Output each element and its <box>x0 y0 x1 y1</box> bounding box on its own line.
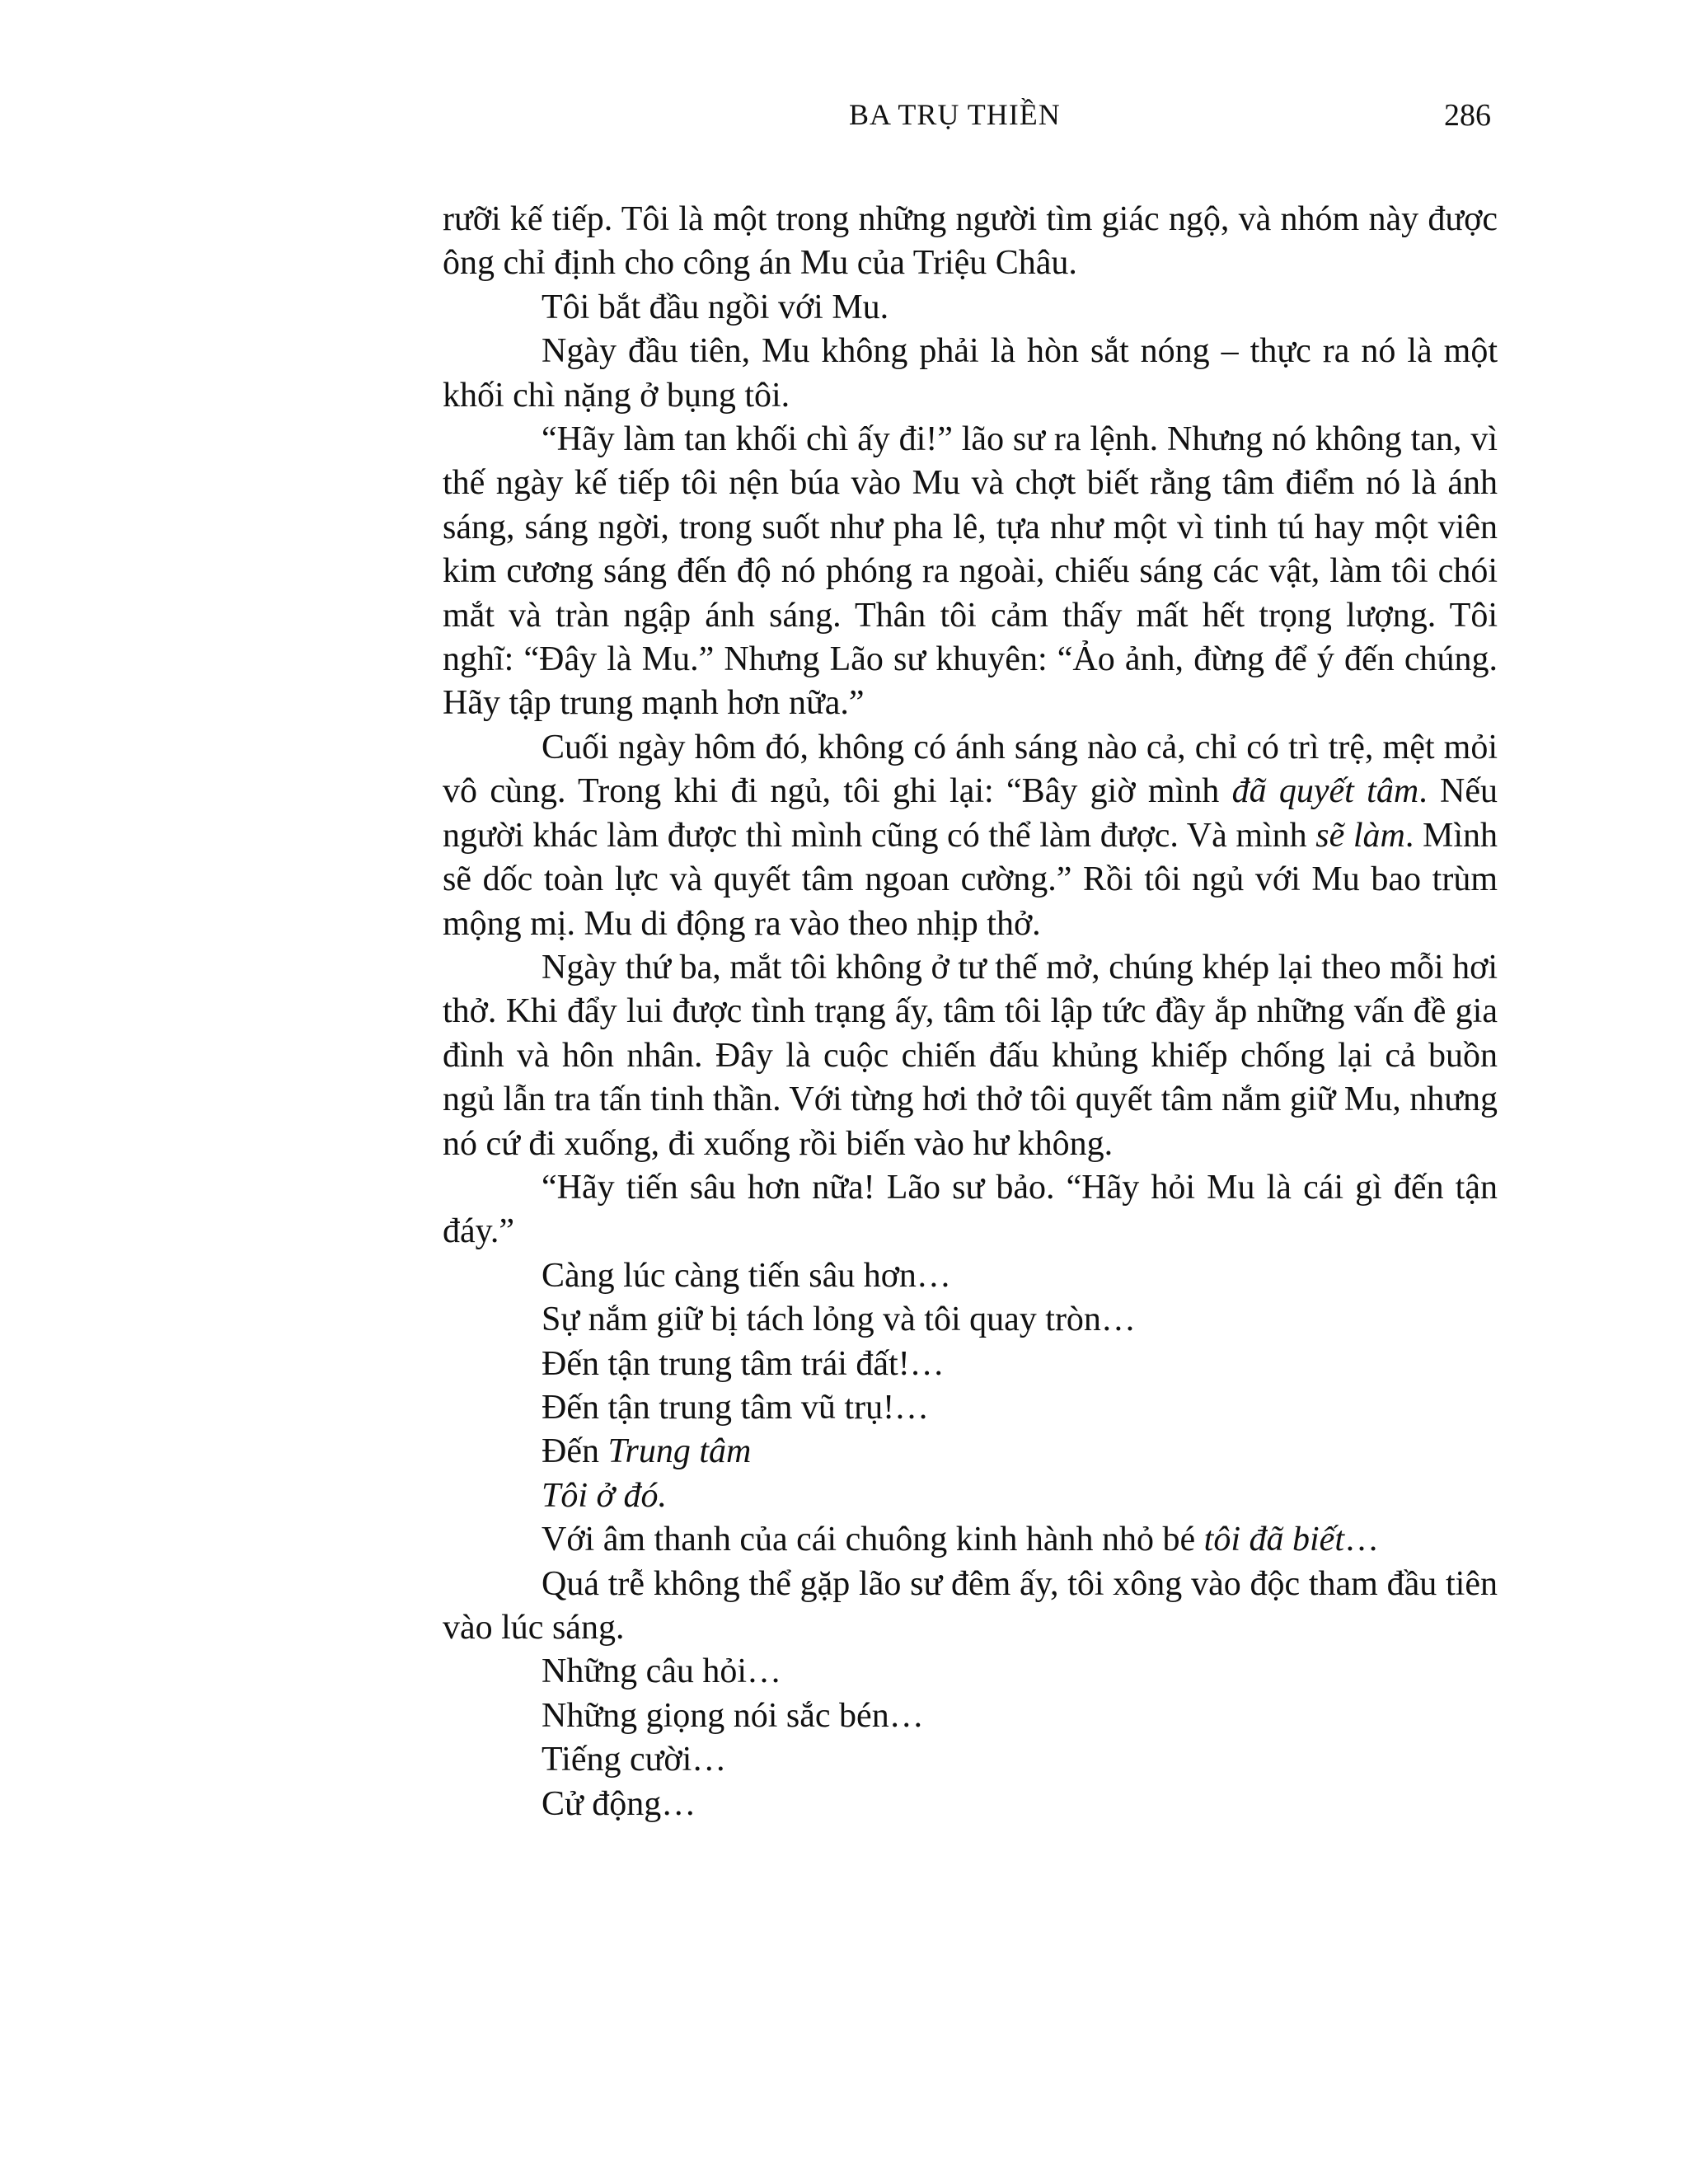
paragraph <box>443 1650 1498 1694</box>
paragraph <box>443 1563 1498 1651</box>
paragraph <box>443 1386 1498 1430</box>
italic-text: Trung tâm <box>607 1432 752 1471</box>
paragraph <box>443 330 1498 418</box>
text-run: Những câu hỏi… <box>542 1652 782 1691</box>
text-run: Cử động… <box>542 1784 696 1823</box>
paragraph <box>443 1738 1498 1782</box>
paragraph <box>443 286 1498 330</box>
text-run: … <box>1344 1521 1379 1559</box>
paragraph <box>443 1343 1498 1386</box>
paragraph <box>443 1430 1498 1474</box>
text-run: . Nếu người khác làm được thì mình cũng có thể làm được. Và mình <box>443 772 1498 855</box>
paragraph <box>443 1298 1498 1342</box>
text-run: Đến <box>542 1432 608 1471</box>
text-run: rưỡi kế tiếp. Tôi là một trong những người tìm giác ngộ, và nhóm này được ông chỉ định cho công án Mu của Triệu Châu. <box>443 200 1498 283</box>
italic-text: đã quyết tâm <box>1231 772 1419 811</box>
italic-text: sẽ làm <box>1315 816 1405 855</box>
paragraph <box>443 1783 1498 1826</box>
running-title: BA TRỤ THIỀN <box>849 98 1061 131</box>
paragraph <box>443 198 1498 286</box>
text-run: “Hãy làm tan khối chì ấy đi!” lão sư ra lệnh. Nhưng nó không tan, vì thế ngày kế tiếp tôi nện búa vào Mu và chợt biết rằng tâm điểm nó là ánh sáng, sáng ngời, trong suốt như pha lê, tựa như một vì tinh tú hay một viên kim cương sáng đến độ nó phóng ra ngoài, chiếu sáng các vật, làm tôi chói mắt và tràn ngập ánh sáng. Thân tôi cảm thấy mất hết trọng lượng. Tôi nghĩ: “Đây là Mu.” Nhưng Lão sư khuyên: “Ảo ảnh, đừng để ý đến chúng. Hãy tập trung mạnh hơn nữa.” <box>443 420 1498 723</box>
text-run: Những giọng nói sắc bén… <box>542 1696 924 1735</box>
paragraph <box>443 946 1498 1166</box>
body-text <box>443 198 1498 1826</box>
text-run: Tôi bắt đầu ngồi với Mu. <box>542 288 889 326</box>
text-run: Đến tận trung tâm trái đất!… <box>542 1344 945 1383</box>
text-run: Đến tận trung tâm vũ trụ!… <box>542 1388 930 1427</box>
paragraph <box>443 1694 1498 1738</box>
text-run: Tiếng cười… <box>542 1741 727 1779</box>
paragraph <box>443 418 1498 726</box>
paragraph <box>443 1518 1498 1562</box>
text-run: “Hãy tiến sâu hơn nữa! Lão sư bảo. “Hãy hỏi Mu là cái gì đến tận đáy.” <box>443 1168 1498 1251</box>
page-number: 286 <box>1444 98 1491 133</box>
text-run: Sự nắm giữ bị tách lỏng và tôi quay tròn… <box>542 1301 1136 1339</box>
text-run: Quá trễ không thể gặp lão sư đêm ấy, tôi xông vào độc tham đầu tiên vào lúc sáng. <box>443 1564 1498 1647</box>
text-run: Cuối ngày hôm đó, không có ánh sáng nào cả, chỉ có trì trệ, mệt mỏi vô cùng. Trong khi đi ngủ, tôi ghi lại: “Bây giờ mình <box>443 728 1498 811</box>
italic-text: tôi đã biết <box>1203 1521 1344 1559</box>
paragraph <box>443 1474 1498 1518</box>
paragraph <box>443 726 1498 946</box>
text-run: . Mình sẽ dốc toàn lực và quyết tâm ngoan cường.” Rồi tôi ngủ với Mu bao trùm mộng mị. Mu di động ra vào theo nhịp thở. <box>443 816 1498 943</box>
text-run: Ngày đầu tiên, Mu không phải là hòn sắt nóng – thực ra nó là một khối chì nặng ở bụng tôi. <box>443 332 1498 415</box>
text-run: Với âm thanh của cái chuông kinh hành nhỏ bé <box>542 1521 1204 1559</box>
text-run: Ngày thứ ba, mắt tôi không ở tư thế mở, chúng khép lại theo mỗi hơi thở. Khi đẩy lui được tình trạng ấy, tâm tôi lập tức đầy ắp những vấn đề gia đình và hôn nhân. Đây là cuộc chiến đấu khủng khiếp chống lại cả buồn ngủ lẫn tra tấn tinh thần. Với từng hơi thở tôi quyết tâm nắm giữ Mu, nhưng nó cứ đi xuống, đi xuống rồi biến vào hư không. <box>443 948 1498 1163</box>
paragraph <box>443 1254 1498 1298</box>
paragraph <box>443 1166 1498 1254</box>
text-run: Càng lúc càng tiến sâu hơn… <box>542 1256 951 1295</box>
italic-text: Tôi ở đó. <box>542 1476 667 1515</box>
